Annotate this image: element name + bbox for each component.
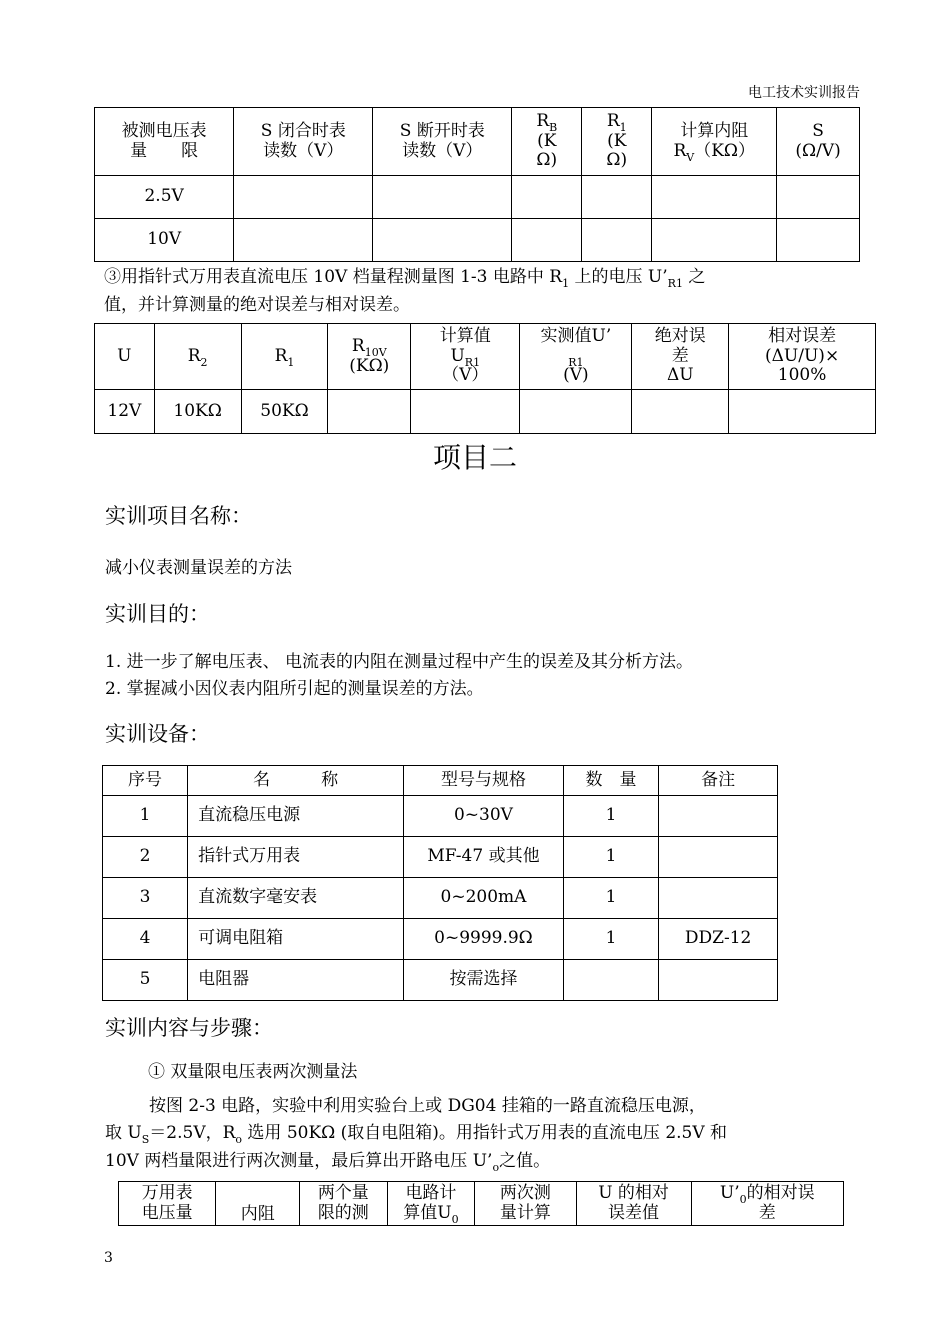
step-1-description: 按图 2-3 电路，实验中利用实验台上或 DG04 挂箱的一路直流稳压电源， 取 $U_S=2.5V$，$R_o$ 选用 50KΩ (取自电阻箱)。用指针式万用表的直流电压 2.5V 和 10V 两档量限进行两次测量，最后算出开路电压 $U’_o$之值。 — [105, 1096, 728, 1174]
section-heading-purpose: 实训目的： — [105, 602, 210, 626]
t2-header-calculated: 计算值 $U_{R1}$ （V） — [411, 324, 520, 390]
t2-header-absolute-error: 绝对误 差 ΔU — [632, 324, 729, 390]
table-row: 2 指针式万用表 MF-47 或其他 1 — [103, 837, 778, 878]
t2-header-r2: $R_2$ — [154, 324, 241, 390]
section-heading-name: 实训项目名称： — [105, 504, 252, 528]
header-title: 电工技术实训报告 — [748, 85, 860, 101]
measurement-error-table — [94, 323, 876, 434]
t1-cell-range: 10V — [95, 219, 234, 262]
table-row: 1 直流稳压电源 0~30V 1 — [103, 796, 778, 837]
project-name-text: 减小仪表测量误差的方法 — [105, 558, 292, 578]
t1-header-rb: $R_B$ (K Ω) — [512, 108, 582, 176]
t1-header-range: 被测电压表 量 限 — [95, 108, 234, 176]
list-item: 1. 进一步了解电压表、 电流表的内阻在测量过程中产生的误差及其分析方法。 — [105, 652, 694, 672]
table-row: 12V 10KΩ 50KΩ — [95, 390, 876, 434]
t2-header-measured: 实测值U’ $_{R1}$ (V) — [520, 324, 632, 390]
table-row: 3 直流数字毫安表 0~200mA 1 — [103, 878, 778, 919]
t1-header-s-open: S 断开时表 读数（V） — [373, 108, 512, 176]
t2-header-r1: $R_1$ — [241, 324, 328, 390]
t2-header-u: U — [95, 324, 155, 390]
step-1-title: ① 双量限电压表两次测量法 — [148, 1062, 358, 1082]
t1-header-r1: $R_1$ (K Ω) — [582, 108, 652, 176]
purpose-list — [105, 649, 905, 703]
t1-header-s: S (Ω/V) — [777, 108, 860, 176]
table-row — [95, 176, 860, 219]
page-number: 3 — [104, 1250, 113, 1266]
table-row — [95, 219, 860, 262]
section-heading-equipment: 实训设备： — [105, 722, 210, 746]
table-row: 5 电阻器 按需选择 — [103, 960, 778, 1001]
page-title: 项目二 — [432, 441, 517, 474]
two-range-measurement-table: 万用表 电压量 内阻 两个量 限的测 电路计 算值$U_0$ 两次测 量计算 U 的相对 误差值 $U’_0$的相对误 差 — [118, 1181, 844, 1226]
t1-cell-range: 2.5V — [95, 176, 234, 219]
voltmeter-resistance-table — [94, 107, 860, 262]
list-item: 2. 掌握减小因仪表内阻所引起的测量误差的方法。 — [105, 679, 484, 699]
t2-header-relative-error: 相对误差 (ΔU/U)× 100% — [729, 324, 876, 390]
table-row: 4 可调电阻箱 0~9999.9Ω 1 DDZ-12 — [103, 919, 778, 960]
t1-header-rv: 计算内阻 $R_V(K\Omega)$ — [652, 108, 777, 176]
t1-header-s-closed: S 闭合时表 读数（V） — [234, 108, 373, 176]
t2-header-r10v: $R_{10V}$ (KΩ) — [328, 324, 411, 390]
section-heading-content: 实训内容与步骤： — [105, 1016, 273, 1040]
instruction-paragraph: ③用指针式万用表直流电压 10V 档量程测量图 1-3 电路中 $R_1$ 上的电压 $U’_{R1}$ 之 值，并计算测量的绝对误差与相对误差。 — [104, 267, 706, 315]
equipment-table: 序号 名 称 型号与规格 数 量 备注 1 直流稳压电源 0~30V 1 2 指针式万用表 MF-47 或其他 1 3 直流数字毫安表 0~200mA 1 4 可调电阻箱 0~9999.9Ω 1 DDZ-12 5 电阻器 按需选择 — [102, 765, 778, 1001]
